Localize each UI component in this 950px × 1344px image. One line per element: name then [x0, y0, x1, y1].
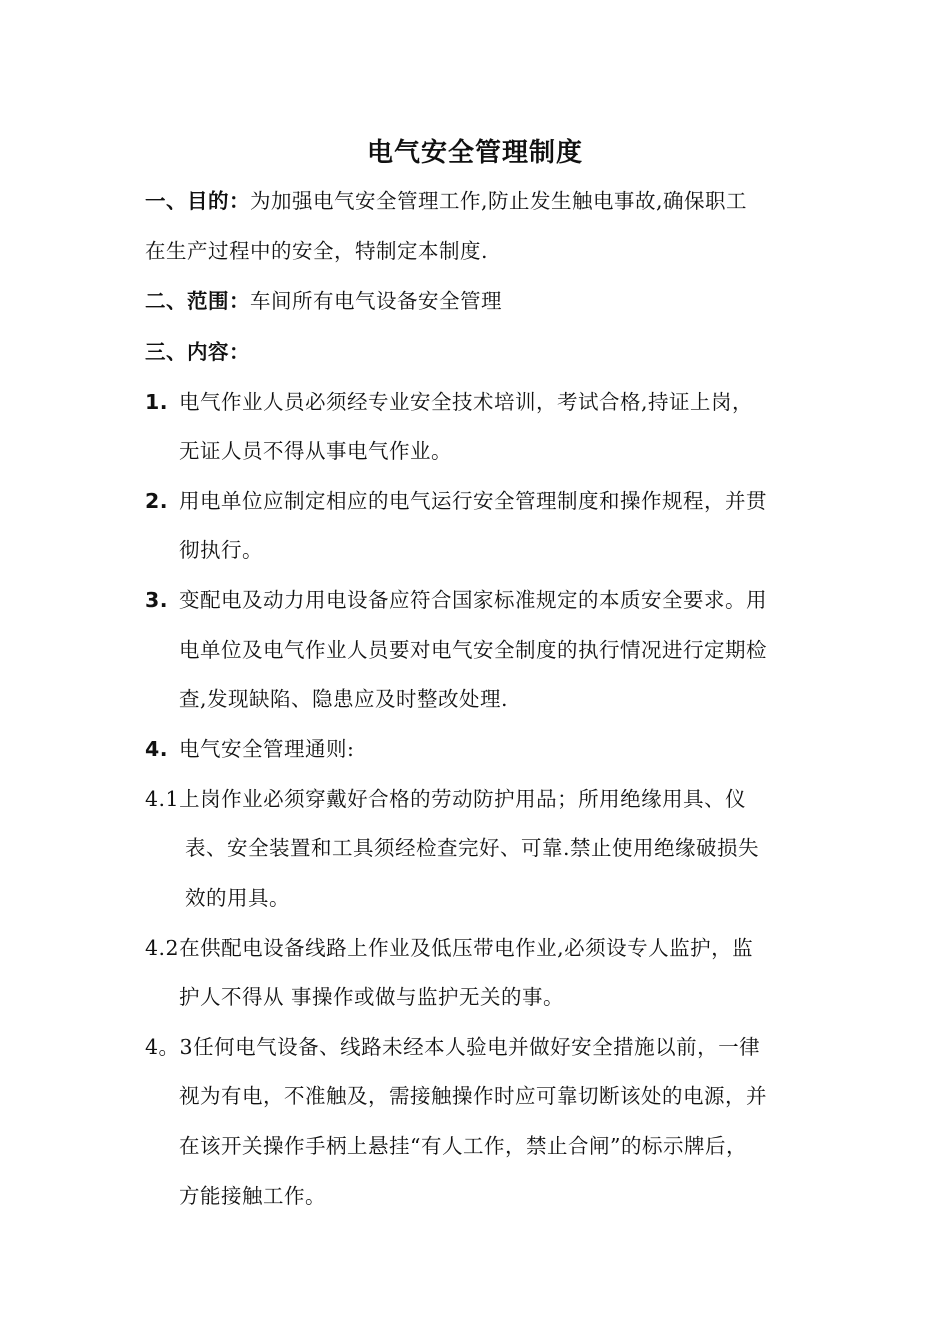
- item-4-1-line-2: 表、安全装置和工具须经检查完好、可靠.禁止使用绝缘破损失: [185, 836, 760, 860]
- document-title: 电气安全管理制度: [366, 138, 583, 168]
- item-4-3-line-2: 视为有电，不准触及，需接触操作时应可靠切断该处的电源，并: [179, 1084, 767, 1108]
- item-1-number: 1.: [145, 390, 169, 414]
- item-4-line-1: [145, 734, 354, 764]
- item-2-line-1: [145, 486, 767, 516]
- item-3-line-2: 电单位及电气作业人员要对电气安全制度的执行情况进行定期检: [179, 638, 767, 662]
- item-2-number: 2.: [145, 489, 169, 513]
- item-3-number: 3.: [145, 588, 169, 612]
- item-3-text-1: 变配电及动力用电设备应符合国家标准规定的本质安全要求。用: [179, 588, 767, 612]
- item-2-line-2: 彻执行。: [179, 538, 263, 562]
- item-4-number: 4.: [145, 737, 169, 761]
- item-4-3-line-1: 4。3任何电气设备、线路未经本人验电并做好安全措施以前，一律: [145, 1035, 761, 1059]
- item-3-line-3: 查,发现缺陷、隐患应及时整改处理.: [179, 687, 509, 711]
- item-4-1-line-3: 效的用具。: [185, 886, 290, 910]
- section-purpose-text-1: 为加强电气安全管理工作,防止发生触电事故,确保职工: [250, 189, 748, 213]
- item-4-text-1: 电气安全管理通则:: [179, 737, 355, 761]
- section-purpose-line-1: [145, 186, 747, 216]
- item-4-3-line-4: 方能接触工作。: [179, 1184, 326, 1208]
- item-1-text-1: 电气作业人员必须经专业安全技术培训，考试合格,持证上岗，: [179, 390, 754, 414]
- item-4-2-line-2: 护人不得从 事操作或做与监护无关的事。: [179, 985, 565, 1009]
- section-content-heading: 三、内容：: [145, 340, 250, 364]
- item-3-line-1: [145, 585, 767, 615]
- item-1-line-2: 无证人员不得从事电气作业。: [179, 439, 452, 463]
- item-4-1-line-1: 4.1上岗作业必须穿戴好合格的劳动防护用品；所用绝缘用具、仪: [145, 787, 747, 811]
- section-purpose-line-2: 在生产过程中的安全，特制定本制度.: [145, 239, 489, 263]
- item-4-2-line-1: 4.2在供配电设备线路上作业及低压带电作业,必须设专人监护，监: [145, 936, 754, 960]
- section-scope-heading: 二、范围：: [145, 289, 250, 313]
- section-scope-line: [145, 286, 502, 316]
- item-4-3-line-3: 在该开关操作手柄上悬挂“有人工作，禁止合闸”的标示牌后，: [179, 1134, 747, 1158]
- section-scope-text: 车间所有电气设备安全管理: [250, 289, 502, 313]
- section-purpose-heading: 一、目的：: [145, 189, 250, 213]
- item-2-text-1: 用电单位应制定相应的电气运行安全管理制度和操作规程，并贯: [179, 489, 767, 513]
- item-1-line-1: [145, 387, 753, 417]
